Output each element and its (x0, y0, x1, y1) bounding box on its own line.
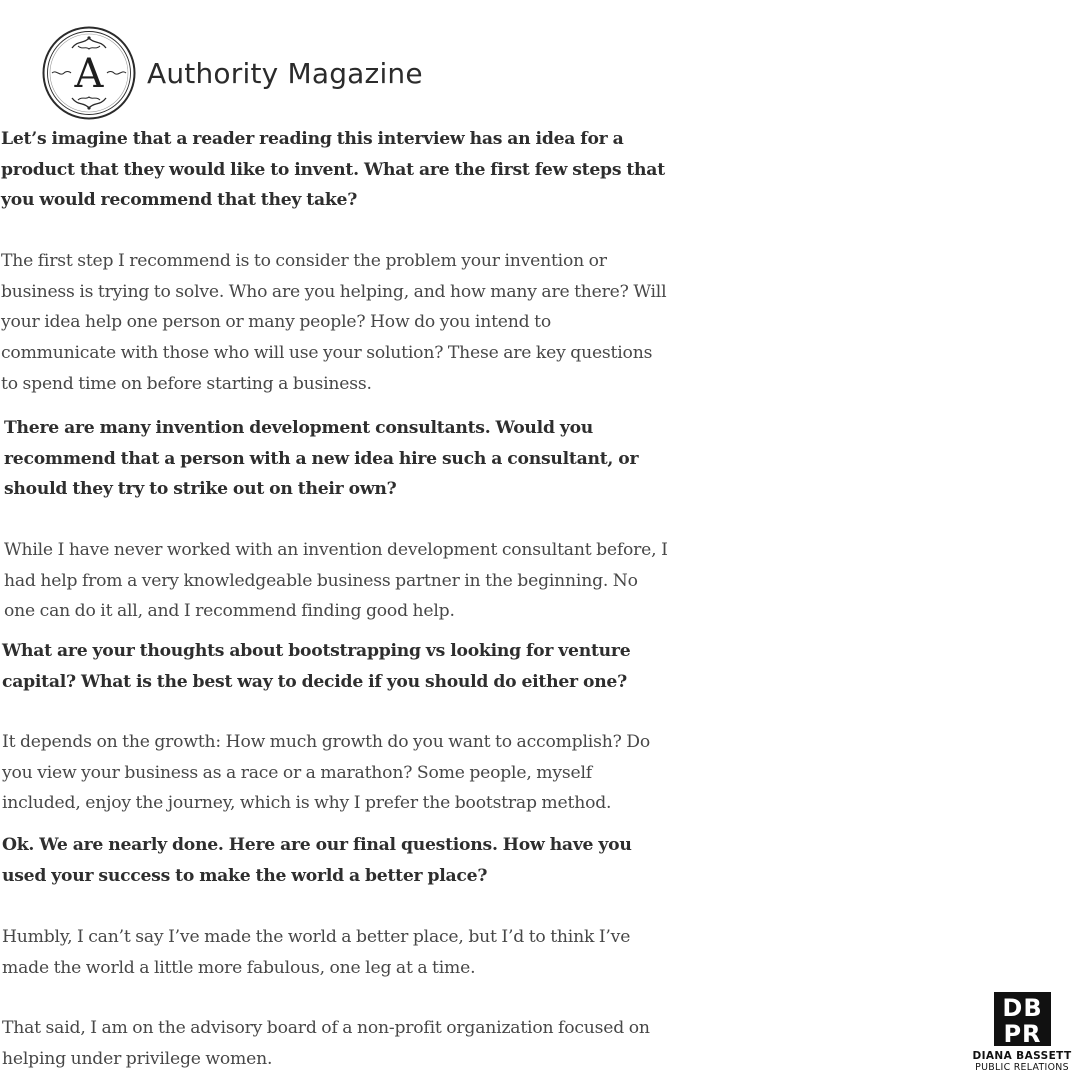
dbpr-monogram (994, 992, 1051, 1046)
interview-answer-2: While I have never worked with an invention development consultant before, I had help from a very knowledgeable business partner in the beginning. No one can do it all, and I recommend finding good help. (4, 540, 668, 622)
interview-question-3: What are your thoughts about bootstrapping vs looking for venture capital? What is the best way to decide if you should do either one? (2, 641, 631, 692)
interview-question-1: Let’s imagine that a reader reading this interview has an idea for a product that they would like to invent. What are the first few steps that you would recommend that they take? (1, 129, 665, 211)
seal-letter: A (74, 51, 104, 97)
diana-bassett-pr-logo (966, 992, 1078, 1073)
interview-answer-4: Humbly, I can’t say I’ve made the world a better place, but I’d to think I’ve made the world a little more fabulous, one leg at a time. (2, 927, 631, 978)
interview-question-4: Ok. We are nearly done. Here are our final questions. How have you used your success to make the world a better place? (2, 835, 632, 886)
header (42, 26, 423, 120)
magazine-title: Authority Magazine (147, 56, 423, 90)
interview-answer-1: The first step I recommend is to consider the problem your invention or business is trying to solve. Who are you helping, and how many are there? Will your idea help one person or many people? How do you intend to communicate with those who will use your solution? These are key questions to spend time on before starting a business. (1, 251, 667, 394)
authority-magazine-seal-logo (42, 26, 136, 120)
interview-answer-3: It depends on the growth: How much growth do you want to accomplish? Do you view your business as a race or a marathon? Some people, myself included, enjoy the journey, which is why I prefer the bootstrap method. (2, 732, 650, 814)
dbpr-company-subtitle: PUBLIC RELATIONS (975, 1062, 1069, 1073)
dbpr-monogram-line1: DB (1001, 994, 1043, 1022)
dbpr-monogram-line2: PR (1002, 1020, 1042, 1046)
interview-question-2: There are many invention development consultants. Would you recommend that a person with a new idea hire such a consultant, or should they try to strike out on their own? (4, 418, 639, 500)
interview-answer-5: That said, I am on the advisory board of a non-profit organization focused on helping under privilege women. (2, 1018, 650, 1069)
dbpr-company-name: DIANA BASSETT (972, 1050, 1072, 1062)
